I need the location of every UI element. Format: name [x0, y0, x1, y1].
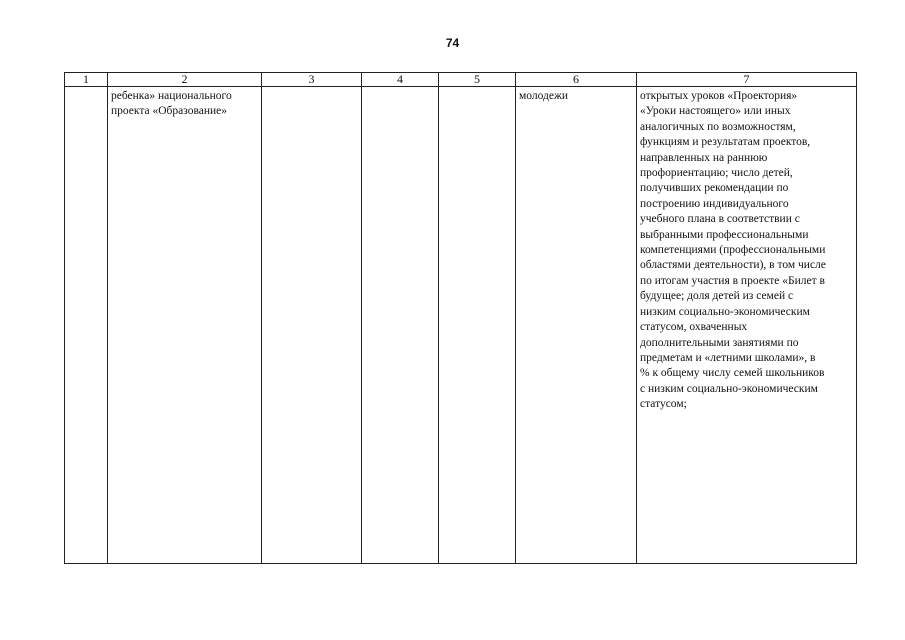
document-table	[64, 72, 857, 564]
text-line: «Уроки настоящего» или иных	[640, 105, 791, 118]
cell-col-7	[637, 87, 857, 564]
text-line: выбранными профессиональными	[640, 228, 809, 241]
text-line: низким социально-экономическим	[640, 305, 810, 318]
table-header-row	[65, 73, 857, 87]
text-line: статусом;	[640, 398, 687, 411]
text-line: направленных на раннюю	[640, 151, 768, 164]
header-cell-6: 6	[516, 73, 637, 87]
text-line: по итогам участия в проекте «Билет в	[640, 274, 825, 287]
text-line: статусом, охваченных	[640, 321, 748, 334]
header-cell-2: 2	[108, 73, 262, 87]
text-line: получивших рекомендации по	[640, 182, 789, 195]
cell-col-2: ребенка» национального проекта «Образование»	[108, 87, 262, 564]
cell-col-4	[362, 87, 439, 564]
header-cell-7: 7	[637, 73, 857, 87]
text-line: с низким социально-экономическим	[640, 382, 818, 395]
header-cell-3: 3	[262, 73, 362, 87]
text-line: % к общему числу семей школьников	[640, 367, 825, 380]
text-line: предметам и «летними школами», в	[640, 351, 816, 364]
text-line: построению индивидуального	[640, 197, 789, 210]
cell-col-3	[262, 87, 362, 564]
header-cell-5: 5	[439, 73, 516, 87]
cell-col-5	[439, 87, 516, 564]
text-line: компетенциями (профессиональными	[640, 244, 826, 257]
text-line: профориентацию; число детей,	[640, 167, 793, 180]
page-number: 74	[445, 36, 460, 50]
text-line: открытых уроков «Проектория»	[640, 90, 798, 102]
header-cell-1: 1	[65, 73, 108, 87]
cell-col-6: молодежи	[516, 87, 637, 564]
text-line: функциям и результатам проектов,	[640, 136, 811, 149]
table-row	[65, 87, 857, 564]
text-line: дополнительными занятиями по	[640, 336, 799, 349]
text-line: областями деятельности), в том числе	[640, 259, 826, 272]
text-line: аналогичных по возможностям,	[640, 120, 796, 133]
cell-col-1	[65, 87, 108, 564]
header-cell-4: 4	[362, 73, 439, 87]
text-line: будущее; доля детей из семей с	[640, 290, 794, 303]
text-line: учебного плана в соответствии с	[640, 213, 800, 226]
